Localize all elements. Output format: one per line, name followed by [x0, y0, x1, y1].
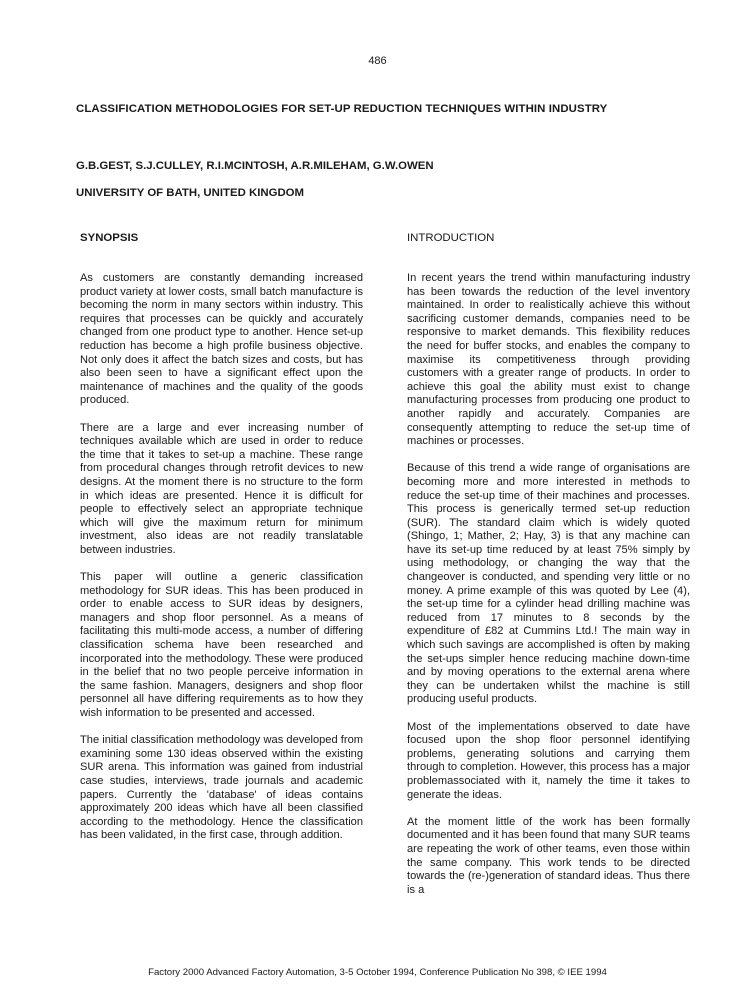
synopsis-paragraph: The initial classification methodology was developed from examining some 130 ideas observed within the existing SUR arena. This information was gained from industrial case studies, interviews, trade journals and academic papers. Currently the 'database' of ideas contains approximately 200 ideas which have all been classified according to the methodology. Hence the classification has been validated, in the first case, through addition.	[80, 734, 363, 842]
conference-footer: Factory 2000 Advanced Factory Automation, 3-5 October 1994, Conference Publication No 398, © IEE 1994	[148, 967, 607, 978]
synopsis-column	[80, 272, 363, 857]
synopsis-paragraph: This paper will outline a generic classification methodology for SUR ideas. This has been produced in order to enable access to SUR ideas by designers, managers and shop floor personnel. As a means of facilitating this multi-mode access, a number of differing classification schema have been researched and incorporated into the methodology. These were produced in the belief that no two people perceive information in the same fashion. Managers, designers and shop floor personnel all have differing requirements as to how they wish information to be presented and accessed.	[80, 571, 363, 719]
author-list: G.B.GEST, S.J.CULLEY, R.I.MCINTOSH, A.R.MILEHAM, G.W.OWEN	[76, 160, 434, 172]
introduction-paragraph: Because of this trend a wide range of organisations are becoming more and more interested in methods to reduce the set-up time of their machines and processes. This process is generically termed set-up reduction (SUR). The standard claim which is widely quoted (Shingo, 1; Mather, 2; Hay, 3) is that any machine can have its set-up time reduced by at least 75% simply by using methodology, or changing the way that the changeover is conducted, and spending very little or no money. A prime example of this was quoted by Lee (4), the set-up time for a cylinder head drilling machine was reduced from 17 minutes to 8 seconds by the expenditure of £82 at Cummins Ltd.! The main way in which such savings are accomplished is often by making the set-ups simpler hence reducing machine down-time and by moving operations to the external arena where they can be undertaken whilst the machine is still producing useful products.	[407, 462, 690, 706]
introduction-paragraph: At the moment little of the work has been formally documented and it has been found that many SUR teams are repeating the work of other teams, even those within the same company. This work tends to be directed towards the (re-)generation of standard ideas. Thus there is a	[407, 815, 690, 896]
introduction-heading: INTRODUCTION	[407, 232, 495, 244]
paper-title: CLASSIFICATION METHODOLOGIES FOR SET-UP REDUCTION TECHNIQUES WITHIN INDUSTRY	[76, 103, 608, 115]
synopsis-paragraph: As customers are constantly demanding increased product variety at lower costs, small batch manufacture is becoming the norm in many sectors within industry. This requires that processes can be quickly and accurately changed from one product type to another. Hence set-up reduction has become a high profile business objective. Not only does it affect the batch sizes and costs, but has also been seen to have a significant effect upon the maintenance of machines and the quality of the goods produced.	[80, 272, 363, 407]
introduction-paragraph: Most of the implementations observed to date have focused upon the shop floor personnel identifying problems, generating solutions and carrying them through to completion. However, this process has a major problemassociated with it, namely the time it takes to generate the ideas.	[407, 720, 690, 801]
page-number: 486	[368, 55, 387, 67]
synopsis-heading: SYNOPSIS	[80, 232, 139, 244]
synopsis-paragraph: There are a large and ever increasing number of techniques available which are used in order to reduce the time that it takes to set-up a machine. These range from procedural changes through retrofit devices to new designs. At the moment there is no structure to the form in which ideas are presented. Hence it is difficult for people to effectively select an appropriate technique which will give the maximum return for minimum investment, also ideas are not readily translatable between industries.	[80, 421, 363, 556]
introduction-paragraph: In recent years the trend within manufacturing industry has been towards the reduction of the level inventory maintained. In order to realistically achieve this without sacrificing customer demands, companies need to be responsive to market demands. This flexibility reduces the need for buffer stocks, and enables the company to maximise its competitiveness through providing customers with a greater range of products. In order to achieve this goal the ability must exist to change manufacturing processes from producing one product to another rapidly and accurately. Companies are consequently attempting to reduce the set-up time of machines or processes.	[407, 272, 690, 448]
introduction-column	[407, 272, 690, 911]
affiliation: UNIVERSITY OF BATH, UNITED KINGDOM	[76, 187, 305, 199]
